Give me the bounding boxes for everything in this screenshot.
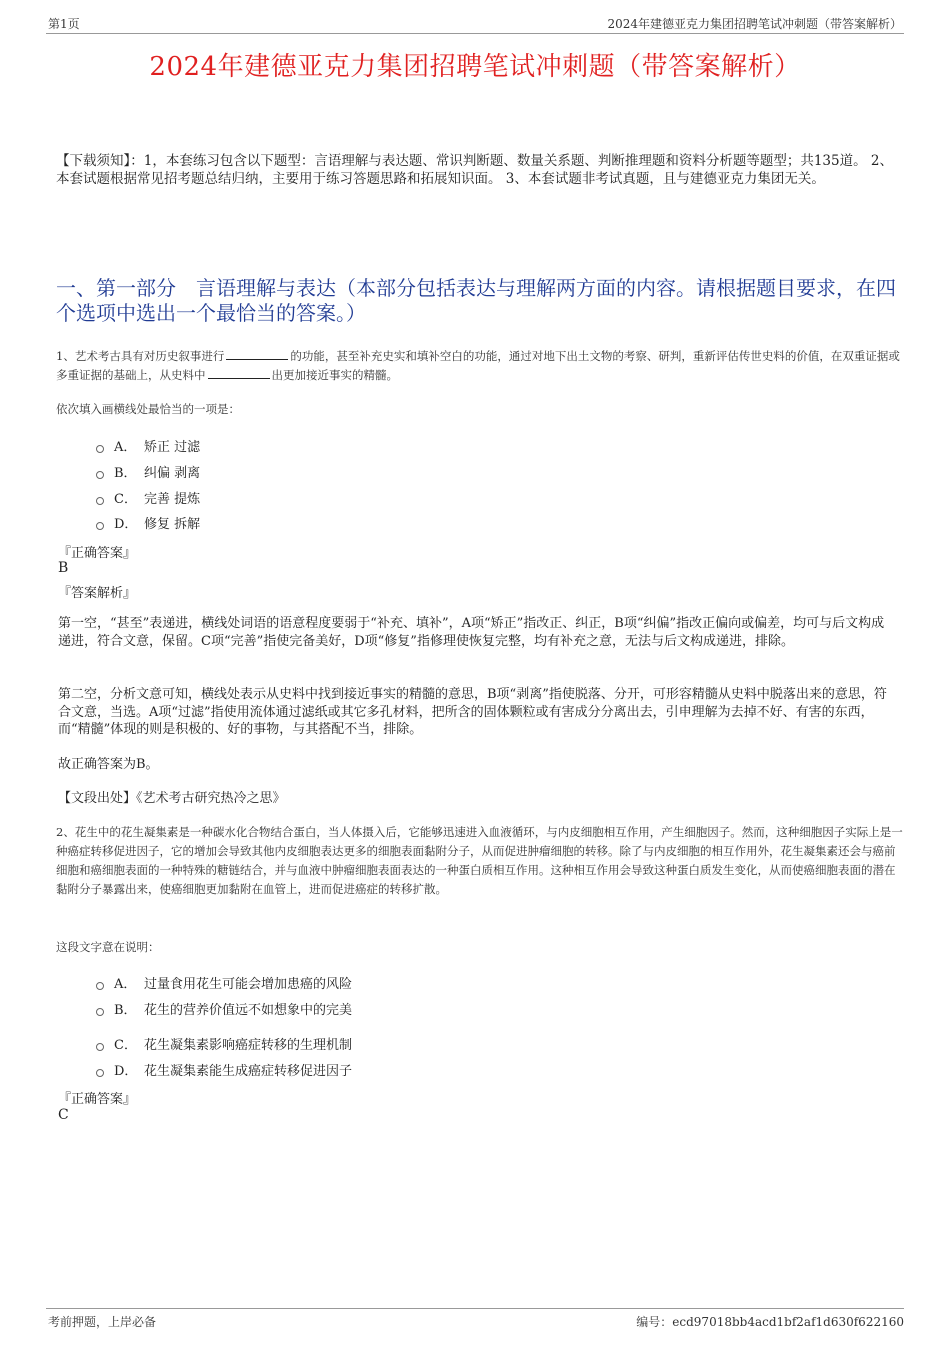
option-text: 矫正 过滤 <box>144 440 201 455</box>
fill-blank-1 <box>226 348 288 360</box>
header-divider <box>46 33 904 34</box>
section-heading: 一、第一部分 言语理解与表达（本部分包括表达与理解两方面的内容。请根据题目要求，在四个选项中选出一个最恰当的答案。） <box>56 276 896 325</box>
fill-blank-2 <box>208 367 270 379</box>
radio-button[interactable] <box>96 1069 104 1077</box>
option-letter: A． <box>114 440 137 455</box>
radio-button[interactable] <box>96 522 104 530</box>
q2-option-a[interactable] <box>96 973 352 992</box>
question-1-prompt: 依次填入画横线处最恰当的一项是： <box>56 402 240 416</box>
analysis-paragraph-1: 第一空，“甚至”表递进，横线处词语的语意程度要弱于“补充、填补”，A项“矫正”指改正、纠正，B项“纠偏”指改正偏向或偏差，均可与后文构成递进，符合文意，保留。C项“完善”指使完备美好，D项“修复”指修理使恢复完整，均有补充之意，无法与后文构成递进，排除。 <box>58 616 885 649</box>
q2-option-d[interactable] <box>96 1060 352 1079</box>
q1-option-a[interactable] <box>96 436 200 455</box>
q1-option-d[interactable] <box>96 513 200 532</box>
footer-slogan: 考前押题，上岸必备 <box>48 1315 157 1329</box>
download-notice: 【下载须知】：1，本套练习包含以下题型：言语理解与表达题、常识判断题、数量关系题、判断推理题和资料分析题等题型；共135道。 2、本套试题根据常见招考题总结归纳，主要用于练习答题思路和拓展知识面。 3、本套试题非考试真题，且与建德亚克力集团无关。 <box>56 153 893 187</box>
option-text: 纠偏 剥离 <box>144 466 201 481</box>
question-2-prompt: 这段文字意在说明： <box>56 940 160 954</box>
option-text: 花生凝集素能生成癌症转移促进因子 <box>144 1064 353 1079</box>
q2-option-c[interactable] <box>96 1034 352 1053</box>
option-text: 修复 拆解 <box>144 517 201 532</box>
question-1-text-part: 1、艺术考古具有对历史叙事进行 <box>56 349 225 363</box>
radio-button[interactable] <box>96 1043 104 1051</box>
correct-answer: B <box>58 560 69 576</box>
option-letter: C． <box>114 1038 137 1053</box>
question-1-text <box>56 347 904 385</box>
option-letter: A． <box>114 977 137 992</box>
option-text: 花生凝集素影响癌症转移的生理机制 <box>144 1038 353 1053</box>
page-number: 第1页 <box>48 17 80 31</box>
question-1-text-part: 的功能，甚至补充史实和填补空白的功能，通过对地下出土文物的考察、研判，重新评估传世史料的价值，在双重证据或多重证据的基础上，从史料中 <box>56 349 900 382</box>
option-text: 过量食用花生可能会增加患癌的风险 <box>144 977 353 992</box>
q1-option-c[interactable] <box>96 488 200 507</box>
analysis-paragraph-2: 第二空，分析文意可知，横线处表示从史料中找到接近事实的精髓的意思，B项“剥离”指使脱落、分开，可形容精髓从史料中脱落出来的意思，符合文意，当选。A项“过滤”指使用流体通过滤纸或其它多孔材料，把所含的固体颗粒或有害成分分离出去，引申理解为去掉不好、有害的东西，而“精髓”体现的则是积极的、好的事物，与其搭配不当，排除。 <box>58 687 887 737</box>
footer-divider <box>46 1308 904 1309</box>
radio-button[interactable] <box>96 471 104 479</box>
answer-label: 『正确答案』 <box>58 546 137 561</box>
option-letter: C． <box>114 492 137 507</box>
source-citation: 【文段出处】《艺术考古研究热冷之思》 <box>58 791 286 806</box>
radio-button[interactable] <box>96 1008 104 1016</box>
header-doc-title: 2024年建德亚克力集团招聘笔试冲刺题（带答案解析） <box>607 17 902 31</box>
q1-option-b[interactable] <box>96 462 200 481</box>
option-letter: D． <box>114 1064 138 1079</box>
footer-serial: 编号：ecd97018bb4acd1bf2af1d630f622160 <box>636 1315 904 1329</box>
option-text: 完善 提炼 <box>144 492 201 507</box>
answer-label: 『正确答案』 <box>58 1092 137 1107</box>
question-1-text-part: 出更加接近事实的精髓。 <box>271 368 398 382</box>
radio-button[interactable] <box>96 445 104 453</box>
correct-answer: C <box>58 1107 69 1123</box>
analysis-conclusion: 故正确答案为B。 <box>58 757 159 772</box>
radio-button[interactable] <box>96 982 104 990</box>
option-letter: D． <box>114 517 138 532</box>
option-letter: B． <box>114 1003 137 1018</box>
question-2-text: 2、花生中的花生凝集素是一种碳水化合物结合蛋白，当人体摄入后，它能够迅速进入血液循环，与内皮细胞相互作用，产生细胞因子。然而，这种细胞因子实际上是一种癌症转移促进因子，它的增加会导致其他内皮细胞表达更多的细胞表面黏附分子，从而促进肿瘤细胞的转移。除了与内皮细胞的相互作用外，花生凝集素还会与癌前细胞和癌细胞表面的一种特殊的糖链结合，并与血液中肿瘤细胞表面表达的一种蛋白质相互作用。这种相互作用会导致这种蛋白质发生变化，从而使癌细胞表面的潜在黏附分子暴露出来，使癌细胞更加黏附在血管上，进而促进癌症的转移扩散。 <box>56 825 903 896</box>
radio-button[interactable] <box>96 497 104 505</box>
q2-option-b[interactable] <box>96 999 352 1018</box>
option-text: 花生的营养价值远不如想象中的完美 <box>144 1003 353 1018</box>
option-letter: B． <box>114 466 137 481</box>
document-title: 2024年建德亚克力集团招聘笔试冲刺题（带答案解析） <box>149 52 801 82</box>
analysis-label: 『答案解析』 <box>58 586 137 601</box>
